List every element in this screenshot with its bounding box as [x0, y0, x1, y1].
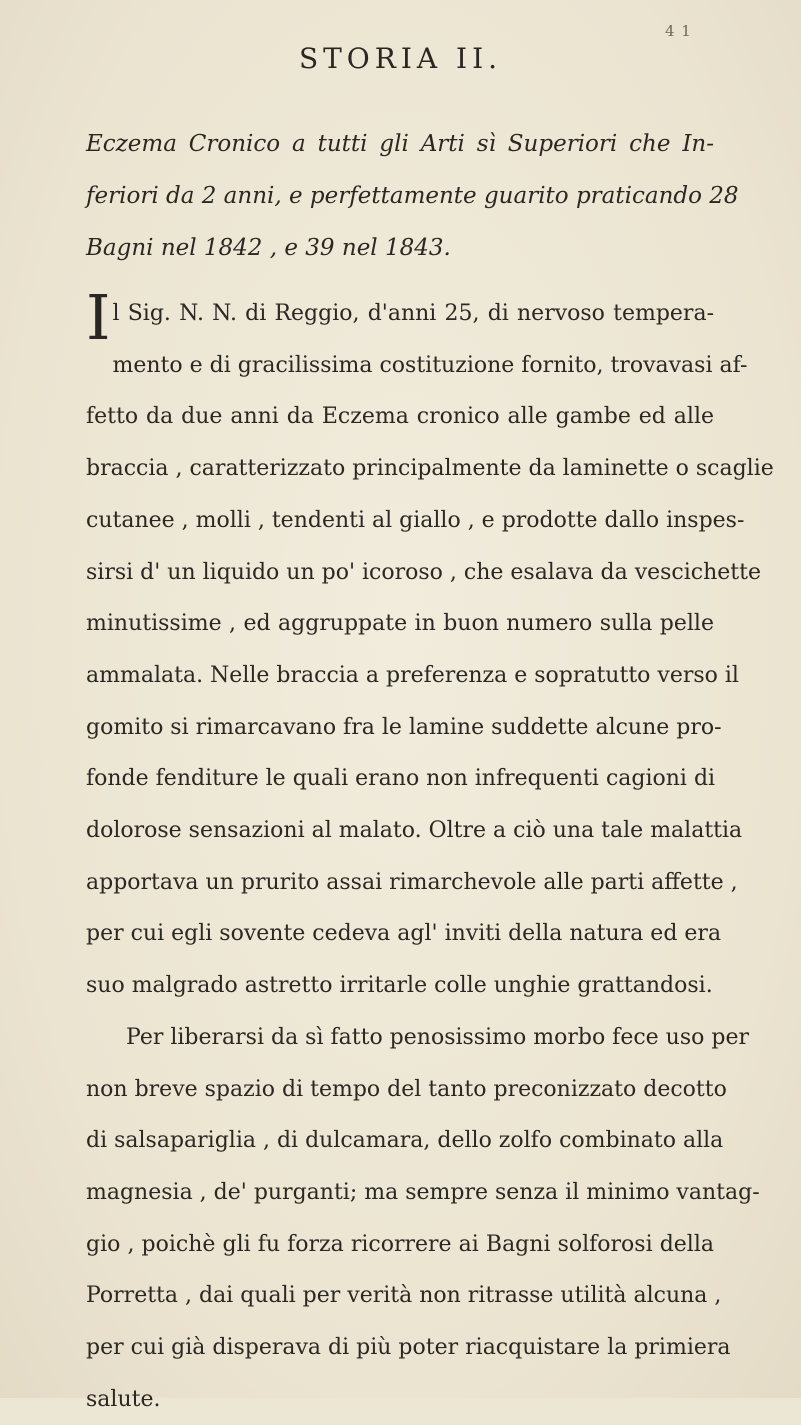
text-line: per cui già disperava di più poter riacquistare la primiera [86, 1335, 731, 1361]
text-line: fonde fenditure le quali erano non infrequenti cagioni di [86, 766, 716, 792]
text-line: suo malgrado astretto irritarle colle unghie grattandosi. [86, 973, 713, 999]
text-line: mento e di gracilissima costituzione fornito, trovavasi af- [112, 352, 748, 378]
subtitle-line: Bagni nel 1842 , e 39 nel 1843. [86, 235, 451, 261]
text-line: cutanee , molli , tendenti al giallo , e prodotte dallo inspes- [86, 507, 745, 533]
text-line: magnesia , de' purganti; ma sempre senza il minimo vantag- [86, 1179, 760, 1205]
chapter-heading: STORIA II. [298, 42, 503, 75]
text-line: sirsi d' un liquido un po' icoroso , che esalava da vescichette [86, 559, 761, 585]
text-line: dolorose sensazioni al malato. Oltre a ciò una tale malattia [86, 818, 743, 844]
page-number: 4 1 [665, 22, 692, 40]
text-line: braccia , caratterizzato principalmente da laminette o scaglie [86, 456, 774, 482]
body-text [86, 281, 774, 1425]
text-line: fetto da due anni da Eczema cronico alle gambe ed alle [86, 404, 714, 430]
case-subtitle [86, 118, 739, 274]
text-line: di salsapariglia , di dulcamara, dello zolfo combinato alla [86, 1128, 724, 1154]
subtitle-line: feriori da 2 anni, e perfettamente guarito praticando 28 [86, 183, 739, 209]
text-line: non breve spazio di tempo del tanto preconizzato decotto [86, 1076, 727, 1102]
text-line: Per liberarsi da sì fatto penosissimo morbo fece uso per [126, 1024, 749, 1050]
text-line: l Sig. N. N. di Reggio, d'anni 25, di nervoso tempera- [112, 301, 714, 326]
subtitle-line: Eczema Cronico a tutti gli Arti sì Superiori che In- [86, 131, 714, 157]
text-line: salute. [86, 1386, 161, 1412]
text-line: minutissime , ed aggruppate in buon numero sulla pelle [86, 611, 714, 637]
text-line: apportava un prurito assai rimarchevole alle parti affette , [86, 869, 738, 895]
text-line: gio , poichè gli fu forza ricorrere ai Bagni solforosi della [86, 1231, 714, 1257]
text-line: ammalata. Nelle braccia a preferenza e sopratutto verso il [86, 662, 739, 688]
drop-cap: I [86, 281, 111, 354]
text-line: gomito si rimarcavano fra le lamine suddette alcune pro- [86, 714, 722, 740]
text-line: per cui egli sovente cedeva agl' inviti della natura ed era [86, 921, 722, 947]
text-line: Porretta , dai quali per verità non ritrasse utilità alcuna , [86, 1283, 722, 1309]
